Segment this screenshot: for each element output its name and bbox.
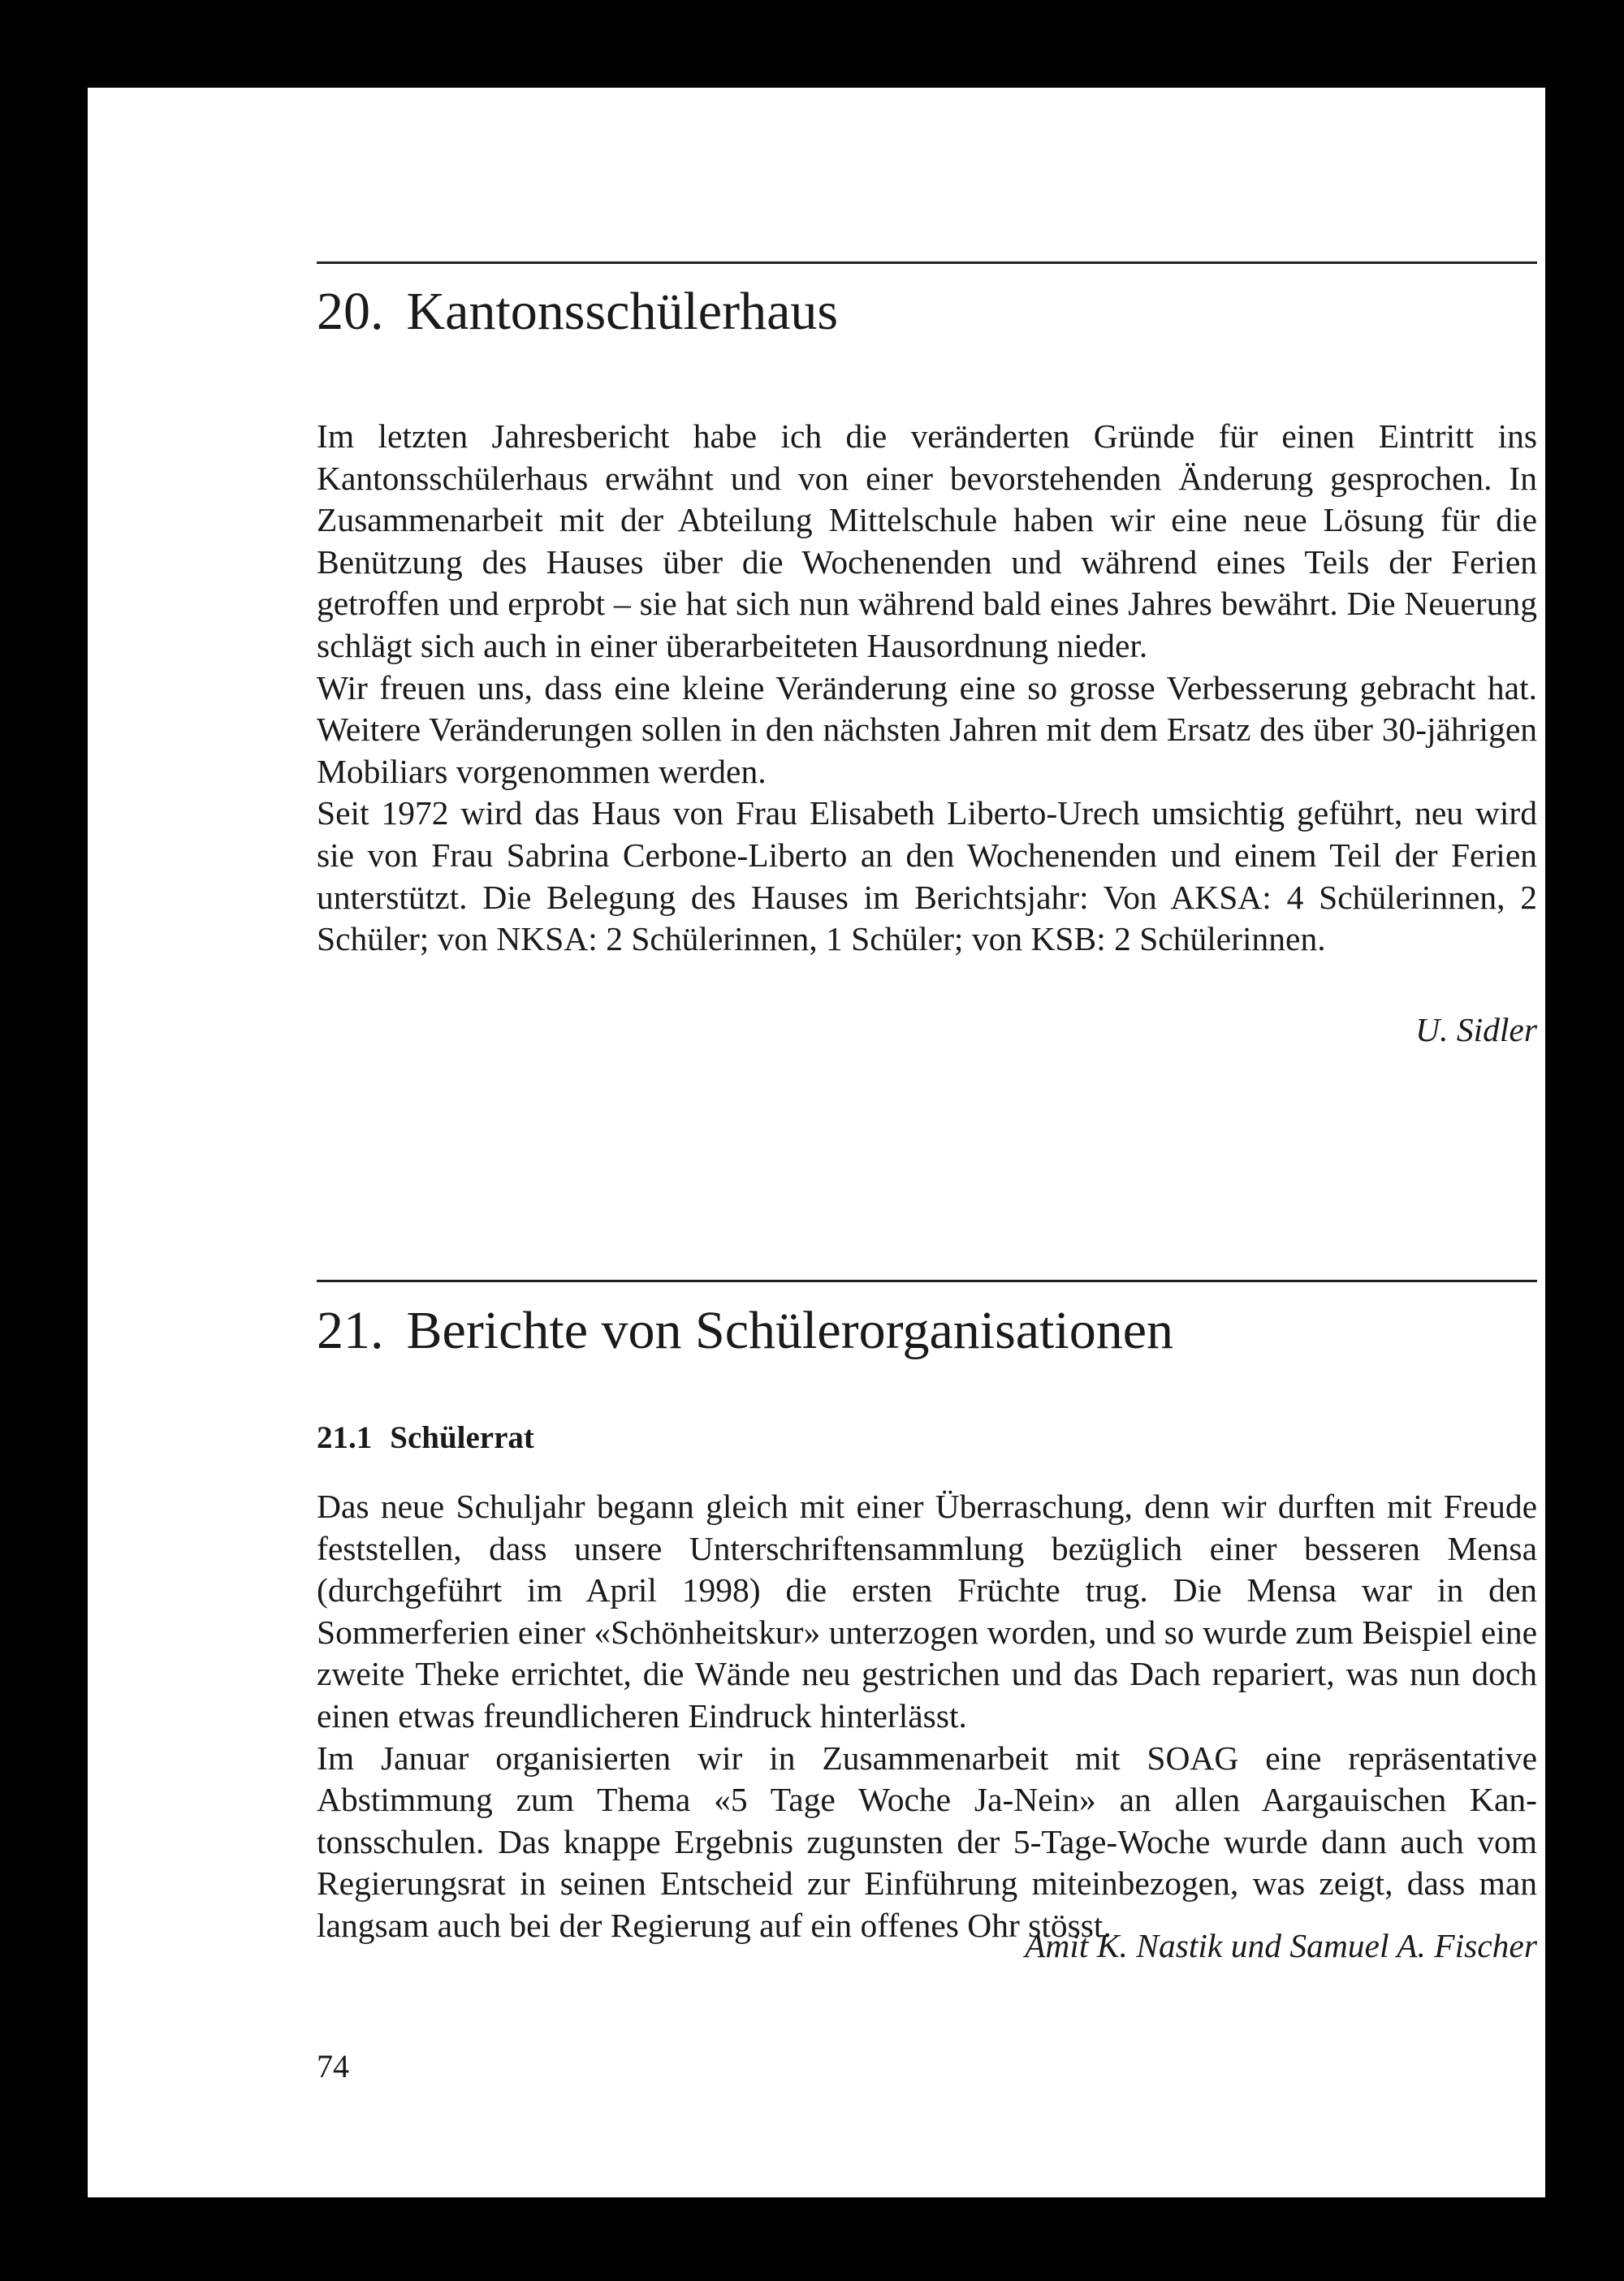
section-21-rule [317, 1280, 1537, 1282]
subsection-21-1-paragraph: Das neue Schuljahr begann gleich mit einer Überraschung, denn wir durften mit Freude feststellen, dass unsere Unterschriftensammlung bezüglich einer besseren Mensa (durchgeführt im April 1998) die ersten Früchte trug. Die Mensa war in den Sommerferien einer «Schönheitskur» unterzogen worden, und so wurde zum Beispiel eine zweite Theke errichtet, die Wände neu gestrichen und das Dach repariert, was nun doch einen etwas freundlicheren Eindruck hinterlässt. [317, 1488, 1537, 1735]
section-20-number: 20. [317, 282, 384, 341]
section-20-paragraph: Seit 1972 wird das Haus von Frau Elisabeth Liberto-Urech umsichtig geführt, neu wird sie von Frau Sabrina Cerbone-Liberto an den Wochenenden und einem Teil der Ferien unterstützt. Die Belegung des Hauses im Berichtsjahr: Von AKSA: 4 Schülerinnen, 2 Schüler; von NKSA: 2 Schülerinnen, 1 Schüler; von KSB: 2 Schülerinnen. [317, 794, 1537, 958]
subsection-21-1-number: 21.1 [317, 1420, 373, 1455]
section-20-body [317, 416, 1537, 961]
subsection-21-1-paragraph: Im Januar organisierten wir in Zusammenarbeit mit SOAG eine repräsentative Abstimmung zum Thema «5 Tage Woche Ja-Nein» an allen Aargauischen Kantonsschulen. Das knappe Ergebnis zugunsten der 5-Tage-Woche wurde dann auch vom Regierungsrat in seinen Entscheid zur Einführung miteinbezogen, was zeigt, dass man langsam auch bei der Regierung auf ein offenes Ohr stösst. [317, 1739, 1537, 1944]
subsection-21-1-signature: Amit K. Nastik und Samuel A. Fischer [1025, 1927, 1537, 1964]
page-number: 74 [317, 2048, 349, 2084]
subsection-21-1-body [317, 1486, 1537, 1947]
section-20-heading [317, 279, 838, 344]
section-21-heading [317, 1298, 1173, 1363]
subsection-21-1-heading [317, 1417, 534, 1459]
section-20-paragraph: Im letzten Jahresbericht habe ich die veränderten Gründe für einen Eintritt ins Kantonsschülerhaus erwähnt und von einer bevorstehenden Änderung gesprochen. In Zusammenarbeit mit der Abteilung Mittelschule haben wir eine neue Lösung für die Benützung des Hauses über die Wochenenden und während eines Teils der Ferien getroffen und erprobt – sie hat sich nun während bald eines Jahres bewährt. Die Neuerung schlägt sich auch in einer überarbeiteten Hausordnung nieder. [317, 417, 1537, 664]
document-page [88, 88, 1545, 2197]
section-20-paragraph: Wir freuen uns, dass eine kleine Veränderung eine so grosse Verbesserung gebracht hat. Weitere Veränderungen sollen in den nächsten Jahren mit dem Ersatz des über 30-jährigen Mobiliars vorgenommen werden. [317, 668, 1537, 790]
section-21-number: 21. [317, 1301, 384, 1360]
section-20-title: Kantonsschülerhaus [406, 282, 839, 341]
subsection-21-1-title: Schülerrat [390, 1420, 534, 1455]
section-20-signature: U. Sidler [1415, 1011, 1537, 1048]
section-21-title: Berichte von Schülerorganisationen [406, 1301, 1174, 1360]
section-20-rule [317, 261, 1537, 264]
